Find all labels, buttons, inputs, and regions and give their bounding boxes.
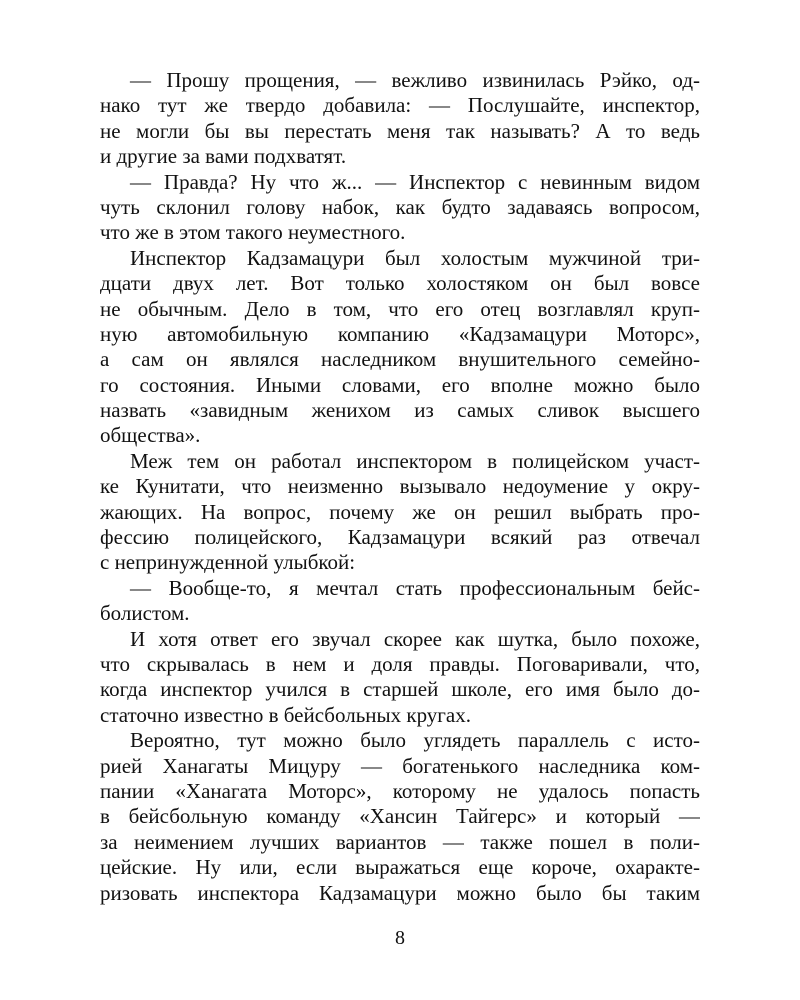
- text-line: ке Кунитати, что неизменно вызывало недоумение у окру-: [100, 474, 700, 499]
- text-line: ную автомобильную компанию «Кадзамацури Моторс»,: [100, 321, 700, 346]
- text-line: жающих. На вопрос, почему же он решил выбрать про-: [100, 499, 700, 524]
- text-line: Инспектор Кадзамацури был холостым мужчиной три-: [130, 245, 700, 270]
- text-line: Вероятно, тут можно было углядеть параллель с исто-: [130, 728, 700, 753]
- text-line: — Прошу прощения, — вежливо извинилась Рэйко, од-: [130, 68, 700, 92]
- text-line: что скрывалась в нем и доля правды. Поговаривали, что,: [100, 651, 700, 676]
- text-line: ризовать инспектора Кадзамацури можно было бы таким: [100, 880, 700, 905]
- text-line: за неимением лучших вариантов — также пошел в поли-: [100, 829, 700, 854]
- text-line: когда инспектор учился в старшей школе, его имя было до-: [100, 677, 700, 702]
- text-line: и другие за вами подхватят.: [100, 144, 347, 169]
- text-line: нако тут же твердо добавила: — Послушайте, инспектор,: [100, 93, 700, 118]
- text-line: рией Ханагаты Мицуру — богатенького наследника ком-: [100, 753, 700, 778]
- text-line: И хотя ответ его звучал скорее как шутка, было похоже,: [130, 626, 700, 651]
- body-text: [100, 68, 700, 906]
- text-line: чуть склонил голову набок, как будто задаваясь вопросом,: [100, 194, 700, 219]
- text-line: пании «Ханагата Моторс», которому не удалось попасть: [100, 778, 700, 803]
- text-line: в бейсбольную команду «Хансин Тайгерс» и который —: [100, 804, 700, 829]
- text-line: не могли бы вы перестать меня так называть? А то ведь: [100, 118, 700, 143]
- text-line: с непринужденной улыбкой:: [100, 550, 356, 575]
- text-line: а сам он являлся наследником внушительного семейно-: [100, 347, 700, 372]
- text-line: Меж тем он работал инспектором в полицейском участ-: [130, 448, 700, 473]
- page-number: 8: [395, 927, 405, 949]
- text-line: го состояния. Иными словами, его вполне можно было: [100, 372, 700, 397]
- text-line: общества».: [100, 423, 201, 448]
- text-line: что же в этом такого неуместного.: [100, 220, 406, 245]
- text-line: статочно известно в бейсбольных кругах.: [100, 702, 471, 727]
- text-line: — Правда? Ну что ж... — Инспектор с невинным видом: [130, 169, 700, 194]
- text-line: болистом.: [100, 601, 190, 626]
- text-line: цейские. Ну или, если выражаться еще короче, охаракте-: [100, 855, 700, 880]
- text-line: не обычным. Дело в том, что его отец возглавлял круп-: [100, 296, 700, 321]
- text-line: назвать «завидным женихом из самых сливок высшего: [100, 398, 700, 423]
- text-line: — Вообще-то, я мечтал стать профессиональным бейс-: [130, 575, 700, 600]
- text-line: дцати двух лет. Вот только холостяком он был вовсе: [100, 271, 700, 296]
- text-line: фессию полицейского, Кадзамацури всякий раз отвечал: [100, 525, 700, 550]
